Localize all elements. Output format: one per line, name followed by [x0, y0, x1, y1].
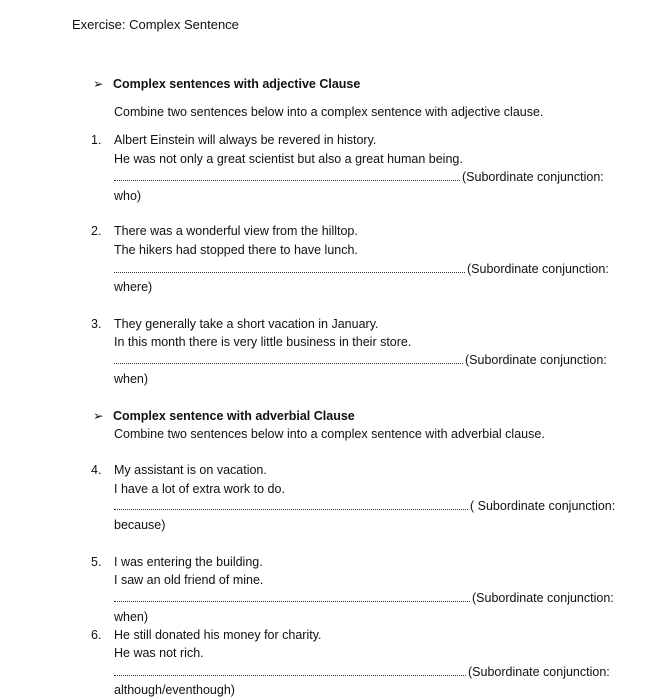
item-number: 1.: [91, 133, 102, 147]
item-sentence-1: He still donated his money for charity.: [114, 628, 322, 642]
answer-blank[interactable]: [114, 354, 463, 364]
answer-blank[interactable]: [114, 666, 466, 676]
item-number: 5.: [91, 555, 102, 569]
item-sentence-2: In this month there is very little business in their store.: [114, 335, 412, 349]
item-sentence-2: He was not only a great scientist but also a great human being.: [114, 152, 463, 166]
answer-blank[interactable]: [114, 263, 465, 273]
conjunction-word: when): [114, 610, 149, 624]
section-heading-text: Complex sentence with adverbial Clause: [113, 409, 355, 423]
item-number: 3.: [91, 317, 102, 331]
item-sentence-1: I was entering the building.: [114, 555, 263, 569]
section-heading-adjective: [93, 76, 360, 91]
conjunction-label: (Subordinate conjunction:: [468, 665, 610, 679]
conjunction-word: because): [114, 518, 166, 532]
answer-row: [114, 262, 609, 276]
item-sentence-2: I saw an old friend of mine.: [114, 573, 264, 587]
answer-row: [114, 170, 604, 184]
answer-blank[interactable]: [114, 171, 460, 181]
answer-blank[interactable]: [114, 592, 470, 602]
item-sentence-2: The hikers had stopped there to have lunch.: [114, 243, 358, 257]
item-sentence-1: They generally take a short vacation in January.: [114, 317, 379, 331]
conjunction-label: (Subordinate conjunction:: [462, 170, 604, 184]
conjunction-label: ( Subordinate conjunction:: [470, 499, 616, 513]
conjunction-label: (Subordinate conjunction:: [467, 262, 609, 276]
item-number: 2.: [91, 224, 102, 238]
answer-row: [114, 499, 615, 513]
item-sentence-2: I have a lot of extra work to do.: [114, 482, 285, 496]
item-sentence-1: Albert Einstein will always be revered in history.: [114, 133, 377, 147]
item-sentence-1: There was a wonderful view from the hilltop.: [114, 224, 358, 238]
section-instruction-adjective: Combine two sentences below into a complex sentence with adjective clause.: [114, 105, 544, 119]
section-instruction-adverbial: Combine two sentences below into a complex sentence with adverbial clause.: [114, 427, 545, 441]
section-heading-adverbial: [93, 408, 355, 423]
answer-blank[interactable]: [114, 500, 468, 510]
arrow-bullet-icon: ➢: [93, 409, 104, 423]
conjunction-word: when): [114, 372, 149, 386]
item-sentence-2: He was not rich.: [114, 646, 204, 660]
item-number: 4.: [91, 463, 102, 477]
conjunction-label: (Subordinate conjunction:: [472, 591, 614, 605]
conjunction-word: who): [114, 189, 142, 203]
answer-row: [114, 591, 614, 605]
item-sentence-1: My assistant is on vacation.: [114, 463, 267, 477]
conjunction-word: where): [114, 280, 153, 294]
page-title: Exercise: Complex Sentence: [72, 17, 239, 32]
arrow-bullet-icon: ➢: [93, 77, 104, 91]
conjunction-word: although/eventhough): [114, 683, 235, 697]
section-heading-text: Complex sentences with adjective Clause: [113, 77, 361, 91]
item-number: 6.: [91, 628, 102, 642]
conjunction-label: (Subordinate conjunction:: [465, 353, 607, 367]
answer-row: [114, 353, 607, 367]
answer-row: [114, 665, 610, 679]
